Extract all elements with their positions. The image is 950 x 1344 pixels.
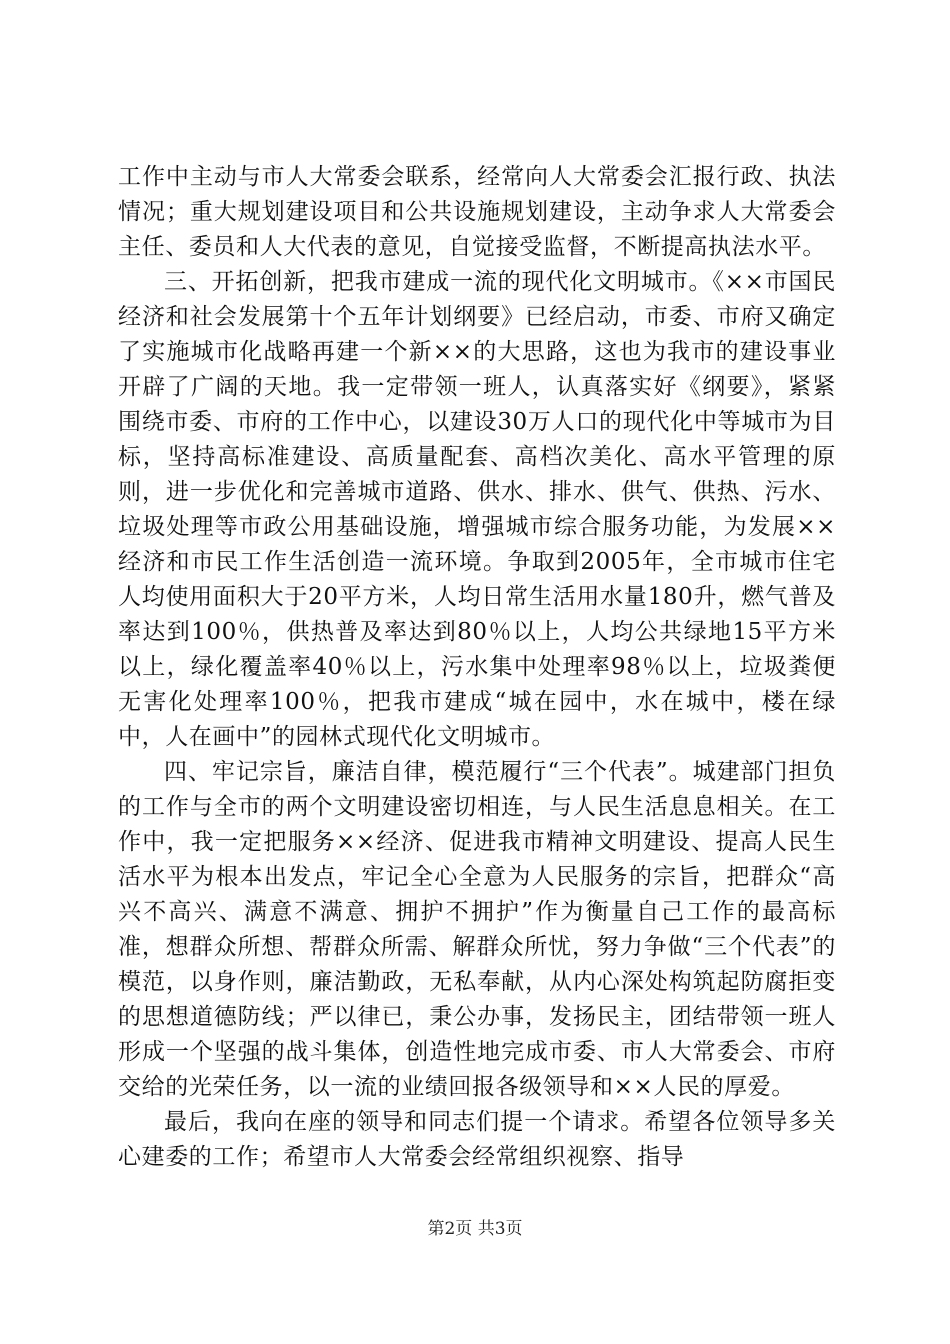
paragraph-section-four: 四、牢记宗旨，廉洁自律，模范履行“三个代表”。城建部门担负的工作与全市的两个文明建设密切相连，与人民生活息息相关。在工作中，我一定把服务××经济、促进我市精神文明建设、提高人民生活水平为根本出发点，牢记全心全意为人民服务的宗旨，把群众“高兴不高兴、满意不满意、拥护不拥护”作为衡量自己工作的最高标准，想群众所想、帮群众所需、解群众所忧，努力争做“三个代表”的模范，以身作则，廉洁勤政，无私奉献，从内心深处构筑起防腐拒变的思想道德防线；严以律已，秉公办事，发扬民主，团结带领一班人形成一个坚强的战斗集体，创造性地完成市委、市人大常委会、市府交给的光荣任务，以一流的业绩回报各级领导和××人民的厚爱。 xyxy=(118,759,836,1100)
page-number-footer: 第2页 共3页 xyxy=(427,1219,523,1239)
paragraph-continuation: 工作中主动与市人大常委会联系，经常向人大常委会汇报行政、执法情况；重大规划建设项目和公共设施规划建设，主动争求人大常委会主任、委员和人大代表的意见，自觉接受监督，不断提高执法水平。 xyxy=(118,164,836,260)
document-body xyxy=(118,160,836,1175)
paragraph-closing: 最后，我向在座的领导和同志们提一个请求。希望各位领导多关心建委的工作；希望市人大常委会经常组织视察、指导 xyxy=(118,1109,836,1170)
paragraph-section-three: 三、开拓创新，把我市建成一流的现代化文明城市。《××市国民经济和社会发展第十个五年计划纲要》已经启动，市委、市府又确定了实施城市化战略再建一个新××的大思路，这也为我市的建设事业开辟了广阔的天地。我一定带领一班人，认真落实好《纲要》，紧紧围绕市委、市府的工作中心，以建设30万人口的现代化中等城市为目标，坚持高标准建设、高质量配套、高档次美化、高水平管理的原则，进一步优化和完善城市道路、供水、排水、供气、供热、污水、垃圾处理等市政公用基础设施，增强城市综合服务功能，为发展××经济和市民工作生活创造一流环境。争取到2005年，全市城市住宅人均使用面积大于20平方米，人均日常生活用水量180升，燃气普及率达到100％，供热普及率达到80％以上，人均公共绿地15平方米以上，绿化覆盖率40％以上，污水集中处理率98％以上，垃圾粪便无害化处理率100％，把我市建成“城在园中，水在城中，楼在绿中，人在画中”的园林式现代化文明城市。 xyxy=(118,269,836,750)
